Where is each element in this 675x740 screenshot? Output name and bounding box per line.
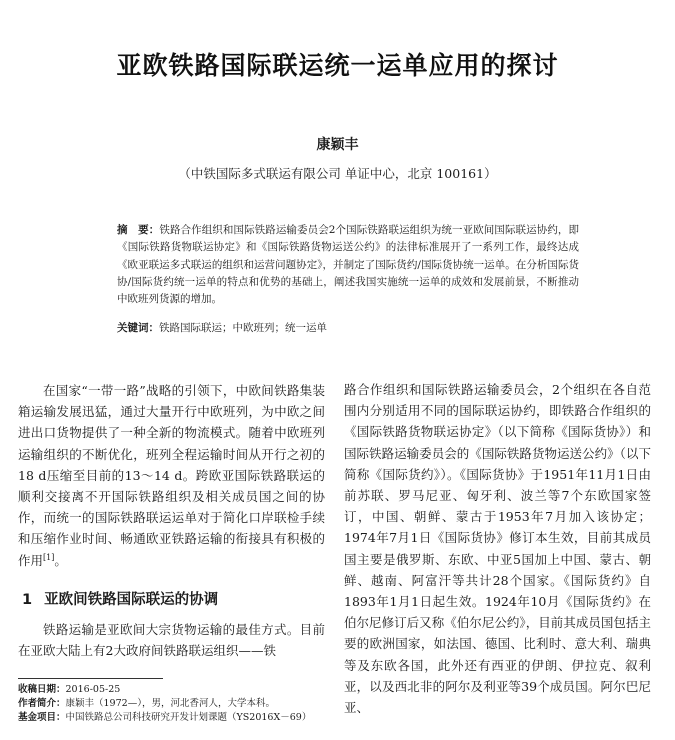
keywords-label: 关键词： bbox=[117, 322, 159, 334]
right-paragraph: 路合作组织和国际铁路运输委员会，2个组织在各自范围内分别适用不同的国际联运协约，即铁路合作组织的《国际铁路货物联运协定》（以下简称《国际货协》）和国际铁路运输委员会的《国际铁路货物运送公约》（以下简称《国际货约》）。《国际货协》于1951年11月1日由前苏联、罗马尼亚、匈牙利、波兰等7个东欧国家签订，中国、朝鲜、蒙古于1953年7月加入该协定；1974年7月1日《国际货协》修订本生效，目前其成员国主要是俄罗斯、东欧、中亚5国加上中国、蒙古、朝鲜、越南、阿富汗等共计28个国家。《国际货约》自1893年1月1日起生效。1924年10月《国际货约》在伯尔尼修订后又称《伯尔尼公约》，目前其成员国包括主要的欧洲国家，如法国、德国、比利时、意大利、瑞典等及东欧各国，此外还有西亚的伊朗、伊拉克、叙利亚，以及西北非的阿尔及利亚等39个成员国。阿尔巴尼亚、 bbox=[344, 382, 651, 716]
abstract-text: 铁路合作组织和国际铁路运输委员会2个国际铁路联运组织为统一亚欧间国际联运协约，即《国际铁路货物联运协定》和《国际铁路货物运送公约》的法律标准展开了一系列工作，最终达成《欧亚联运多式联运的组织和运营问题协定》，并制定了国际货约/国际货协统一运单。在分析国际货协/国际货约统一运单的特点和优势的基础上，阐述我国实施统一运单的成效和发展前景，不断推动中欧班列货源的增加。 bbox=[117, 224, 579, 306]
citation-ref: [1] bbox=[43, 552, 55, 562]
footnote-received bbox=[18, 683, 338, 697]
paper-title: 亚欧铁路国际联运统一运单应用的探讨 bbox=[116, 51, 559, 80]
footnotes bbox=[18, 683, 338, 725]
keywords-text: 铁路国际联运；中欧班列；统一运单 bbox=[159, 322, 327, 334]
section-heading bbox=[22, 588, 218, 609]
abstract bbox=[117, 222, 579, 308]
received-date: 2016-05-25 bbox=[65, 684, 121, 695]
footnote-fund bbox=[18, 711, 338, 725]
author-info-label: 作者简介： bbox=[18, 698, 66, 709]
keywords bbox=[117, 320, 579, 335]
intro-paragraph bbox=[18, 380, 325, 571]
author-info: 康颖丰（1972—），男，河北香河人，大学本科。 bbox=[65, 698, 275, 709]
intro-text: 在国家“一带一路”战略的引领下，中欧间铁路集装箱运输发展迅猛，通过大量开行中欧班列，为中欧之间进出口货物提供了一种全新的物流模式。随着中欧班列运输组织的不断优化，班列全程运输时间从开行之初的18 d压缩至目前的13～14 d。跨欧亚国际铁路联运的顺利交接离不开国际铁路组织及相关成员国之间的协作，而统一的国际铁路联运运单对于简化口岸联检手续和压缩作业时间、畅通欧亚铁路运输的衔接具有积极的作用 bbox=[18, 383, 325, 568]
left-column bbox=[18, 380, 325, 571]
abstract-label: 摘 要： bbox=[117, 224, 160, 236]
author-affiliation: （中铁国际多式联运有限公司 单证中心，北京 100161） bbox=[178, 166, 497, 181]
section-number: 1 bbox=[22, 592, 33, 608]
footnote-author bbox=[18, 697, 338, 711]
fund-info: 中国铁路总公司科技研究开发计划课题（YS2016X－69） bbox=[65, 712, 312, 723]
footnote-divider bbox=[18, 678, 163, 679]
author-name: 康颖丰 bbox=[316, 137, 359, 153]
received-label: 收稿日期： bbox=[18, 684, 66, 695]
section-paragraph: 铁路运输是亚欧间大宗货物运输的最佳方式。目前在亚欧大陆上有2大政府间铁路联运组织——铁 bbox=[18, 622, 325, 659]
fund-label: 基金项目： bbox=[18, 712, 66, 723]
section-title: 亚欧间铁路国际联运的协调 bbox=[44, 592, 219, 608]
right-column bbox=[344, 379, 651, 718]
left-column-continued bbox=[18, 619, 325, 661]
intro-end: 。 bbox=[54, 552, 67, 568]
